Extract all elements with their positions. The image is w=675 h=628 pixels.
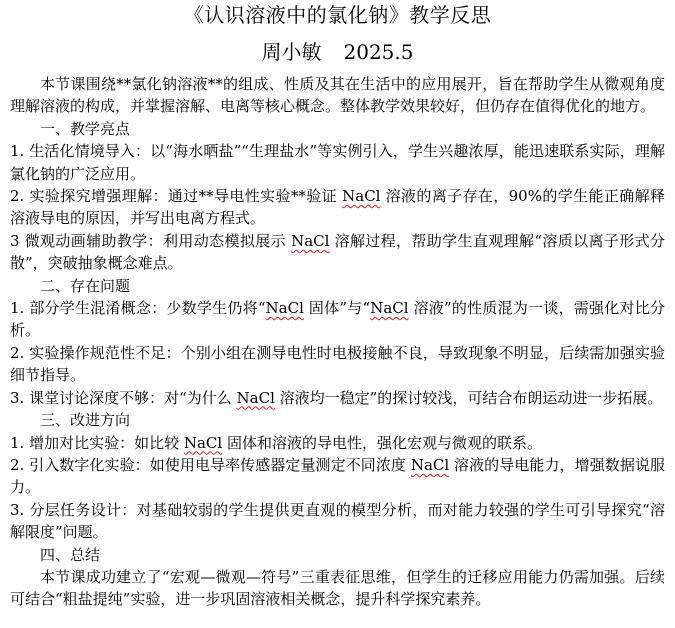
- document-title: 《认识溶液中的氯化钠》教学反思: [183, 3, 492, 27]
- spellcheck-underline: NaCl: [265, 299, 304, 318]
- spellcheck-underline: NaCl: [370, 299, 409, 318]
- list-item: 3 微观动画辅助教学：利用动态模拟展示 NaCl 溶解过程，帮助学生直观理解“溶质以离子形式分散”，突破抽象概念难点。: [10, 231, 665, 273]
- list-item: 2. 实验探究增强理解：通过**导电性实验**验证 NaCl 溶液的离子存在，90%的学生能正确解释溶液导电的原因，并写出电离方程式。: [10, 187, 665, 228]
- list-item: 2. 引入数字化实验：如使用电导率传感器定量测定不同浓度 NaCl 溶液的导电能力，增强数据说服力。: [10, 455, 665, 497]
- list-item: 3. 分层任务设计：对基础较弱的学生提供更直观的模型分析，而对能力较强的学生可引导探究“溶解限度”问题。: [10, 500, 665, 542]
- author-name: 周小敏: [261, 40, 322, 64]
- list-item: 2. 实验操作规范性不足：个别小组在测导电性时电极接触不良，导致现象不明显，后续需加强实验细节指导。: [10, 343, 665, 385]
- spellcheck-underline: NaCl: [291, 231, 330, 250]
- spellcheck-underline: NaCl: [183, 433, 223, 452]
- list-item: 1. 增加对比实验：如比较 NaCl 固体和溶液的导电性，强化宏观与微观的联系。: [10, 433, 542, 452]
- section-heading: 二、存在问题: [40, 276, 131, 295]
- document-date: 2025.5: [343, 40, 414, 64]
- author-line: [10, 39, 665, 65]
- list-item: 1. 部分学生混淆概念：少数学生仍将“NaCl 固体”与“NaCl 溶液”的性质混为一谈，需强化对比分析。: [10, 299, 665, 340]
- spellcheck-underline: NaCl: [236, 388, 275, 407]
- conclusion-paragraph: 本节课成功建立了“宏观—微观—符号”三重表征思维，但学生的迁移应用能力仍需加强。后续可结合“粗盐提纯”实验，进一步巩固溶液相关概念，提升科学探究素养。: [10, 567, 665, 609]
- section-heading: 三、改进方向: [40, 411, 131, 430]
- section-heading: 四、总结: [40, 545, 101, 564]
- list-item: 3. 课堂讨论深度不够：对“为什么 NaCl 溶液均一稳定”的探讨较浅，可结合布朗运动进一步拓展。: [10, 388, 663, 407]
- document-page: [10, 0, 665, 611]
- intro-paragraph: 本节课围绕**氯化钠溶液**的组成、性质及其在生活中的应用展开，旨在帮助学生从微观角度理解溶液的构成，并掌握溶解、电离等核心概念。整体教学效果较好，但仍存在值得优化的地方。: [10, 75, 665, 116]
- section-heading: 一、教学亮点: [40, 119, 131, 138]
- spellcheck-underline: NaCl: [342, 187, 381, 206]
- list-item: 1. 生活化情境导入：以“海水晒盐”“生理盐水”等实例引入，学生兴趣浓厚，能迅速联系实际，理解氯化钠的广泛应用。: [10, 142, 665, 183]
- spellcheck-underline: NaCl: [410, 455, 450, 474]
